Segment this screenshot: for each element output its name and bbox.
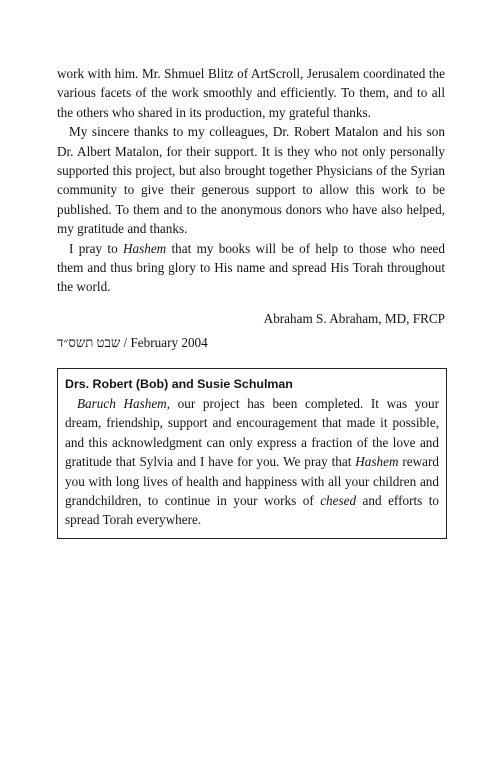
acknowledgments-text xyxy=(57,64,445,353)
dedication-text-part-6: and efforts to spread Torah everywhere. xyxy=(65,493,439,528)
hashem-italic: Hashem xyxy=(122,240,167,256)
paragraph-3-end: that my books will be of help to those who need them and thus bring glory to His name and spread His Torah throughout the world. xyxy=(57,240,445,295)
dedication-text-part-2: our project has been completed. It was your dream, friendship, support and encouragement that made it possible, and this acknowledgment can only express a fraction of the love and gratitude that Sylvia and I have for you. We pray that xyxy=(65,396,439,470)
dedication-text xyxy=(65,394,439,530)
dateline xyxy=(57,333,445,352)
dedication-box xyxy=(57,368,447,539)
chesed-italic: chesed xyxy=(320,493,357,509)
dedication-text-part-4: reward you with long lives of health and happiness with all your children and grandchildren, to continue in your works of xyxy=(65,454,440,509)
hebrew-date: שבט תשס״ד xyxy=(57,335,121,351)
paragraph-3 xyxy=(57,239,445,297)
english-date: February 2004 xyxy=(130,335,208,351)
paragraph-2: My sincere thanks to my colleagues, Dr. Robert Matalon and his son Dr. Albert Matalon, for their support. It is they who not only personally supported this project, but also brought together Physicians of the Syrian community to give their generous support to allow this work to be published. To them and to the anonymous donors who have also helped, my gratitude and thanks. xyxy=(57,124,445,237)
dedication-title: Drs. Robert (Bob) and Susie Schulman xyxy=(65,377,293,391)
baruch-hashem-italic: Baruch Hashem, xyxy=(77,396,171,411)
paragraph-3-start: I pray to xyxy=(69,240,123,256)
paragraph-1: work with him. Mr. Shmuel Blitz of ArtScroll, Jerusalem coordinated the various facets of the work smoothly and efficiently. To them, and to all the others who shared in its production, my grateful thanks. xyxy=(57,66,445,120)
date-separator: / xyxy=(120,335,131,351)
hashem-italic-2: Hashem xyxy=(355,454,399,470)
author-signature: Abraham S. Abraham, MD, FRCP xyxy=(263,310,445,326)
